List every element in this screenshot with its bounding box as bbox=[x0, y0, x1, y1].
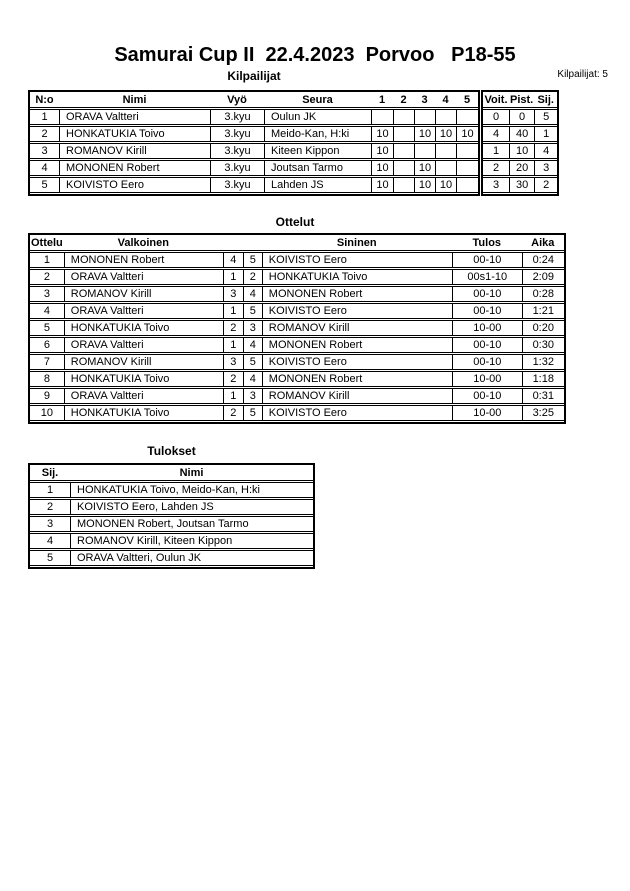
score-cell bbox=[393, 177, 414, 193]
column-header-no: N:o bbox=[30, 93, 59, 108]
competitors-table bbox=[28, 90, 559, 196]
match-number: 2 bbox=[30, 269, 64, 285]
points-value: 20 bbox=[509, 160, 534, 176]
competitor-name: ROMANOV Kirill bbox=[59, 143, 210, 159]
blue-fighter-number: 5 bbox=[243, 303, 262, 319]
white-fighter-number: 2 bbox=[223, 320, 243, 336]
match-result: 00-10 bbox=[452, 252, 522, 268]
table-row bbox=[30, 354, 564, 370]
table-row bbox=[30, 533, 313, 549]
score-cell: 10 bbox=[371, 160, 393, 176]
table-row bbox=[30, 482, 313, 498]
score-cell bbox=[435, 160, 456, 176]
column-header-white: Valkoinen bbox=[64, 236, 223, 251]
column-header-opp2: 2 bbox=[393, 93, 414, 108]
wins-value: 4 bbox=[483, 126, 509, 142]
column-header-result: Tulos bbox=[452, 236, 522, 251]
score-cell: 10 bbox=[414, 160, 435, 176]
place-value: 4 bbox=[534, 143, 557, 159]
white-fighter-name: HONKATUKIA Toivo bbox=[64, 371, 223, 387]
competitor-belt: 3.kyu bbox=[210, 177, 264, 193]
score-cell bbox=[456, 143, 478, 159]
match-time: 0:20 bbox=[522, 320, 564, 336]
competitor-belt: 3.kyu bbox=[210, 160, 264, 176]
score-cell bbox=[393, 143, 414, 159]
match-result: 00-10 bbox=[452, 286, 522, 302]
match-result: 10-00 bbox=[452, 405, 522, 421]
competitor-belt: 3.kyu bbox=[210, 126, 264, 142]
column-header-white-no bbox=[223, 236, 243, 251]
score-cell: 10 bbox=[456, 126, 478, 142]
blue-fighter-number: 4 bbox=[243, 371, 262, 387]
column-header-belt: Vyö bbox=[210, 93, 264, 108]
blue-fighter-name: MONONEN Robert bbox=[262, 371, 452, 387]
blue-fighter-name: MONONEN Robert bbox=[262, 286, 452, 302]
competitor-club: Meido-Kan, H:ki bbox=[264, 126, 371, 142]
competitor-number: 5 bbox=[30, 177, 59, 193]
table-row bbox=[30, 303, 564, 319]
result-place: 3 bbox=[30, 516, 70, 532]
match-time: 3:25 bbox=[522, 405, 564, 421]
competitor-name: HONKATUKIA Toivo bbox=[59, 126, 210, 142]
score-cell: 10 bbox=[371, 143, 393, 159]
white-fighter-name: ORAVA Valtteri bbox=[64, 337, 223, 353]
white-fighter-name: ROMANOV Kirill bbox=[64, 354, 223, 370]
match-result: 00s1-10 bbox=[452, 269, 522, 285]
table-row bbox=[30, 177, 478, 193]
points-value: 0 bbox=[509, 109, 534, 125]
result-name: KOIVISTO Eero, Lahden JS bbox=[70, 499, 313, 515]
table-row bbox=[30, 126, 478, 142]
blue-fighter-name: KOIVISTO Eero bbox=[262, 405, 452, 421]
result-place: 1 bbox=[30, 482, 70, 498]
competitor-club: Oulun JK bbox=[264, 109, 371, 125]
column-header-blue: Sininen bbox=[262, 236, 452, 251]
table-row bbox=[30, 320, 564, 336]
blue-fighter-number: 4 bbox=[243, 286, 262, 302]
table-row bbox=[30, 286, 564, 302]
competitor-belt: 3.kyu bbox=[210, 109, 264, 125]
score-cell bbox=[371, 109, 393, 125]
match-number: 10 bbox=[30, 405, 64, 421]
page-title: Samurai Cup II 22.4.2023 Porvoo P18-55 bbox=[114, 44, 516, 66]
competitors-standings-table bbox=[481, 90, 559, 196]
column-header-place: Sij. bbox=[534, 93, 557, 108]
results-table bbox=[28, 463, 315, 569]
score-cell: 10 bbox=[435, 177, 456, 193]
blue-fighter-number: 5 bbox=[243, 252, 262, 268]
score-cell bbox=[456, 160, 478, 176]
match-time: 2:09 bbox=[522, 269, 564, 285]
table-row bbox=[30, 371, 564, 387]
white-fighter-name: HONKATUKIA Toivo bbox=[64, 405, 223, 421]
place-value: 5 bbox=[534, 109, 557, 125]
match-number: 9 bbox=[30, 388, 64, 404]
white-fighter-name: ORAVA Valtteri bbox=[64, 269, 223, 285]
blue-fighter-number: 5 bbox=[243, 354, 262, 370]
standings-header-row bbox=[483, 93, 557, 108]
blue-fighter-name: KOIVISTO Eero bbox=[262, 252, 452, 268]
white-fighter-number: 1 bbox=[223, 337, 243, 353]
table-row bbox=[483, 177, 557, 193]
match-result: 00-10 bbox=[452, 354, 522, 370]
score-cell bbox=[393, 160, 414, 176]
white-fighter-number: 2 bbox=[223, 405, 243, 421]
blue-fighter-name: HONKATUKIA Toivo bbox=[262, 269, 452, 285]
match-number: 3 bbox=[30, 286, 64, 302]
result-place: 4 bbox=[30, 533, 70, 549]
score-cell bbox=[414, 143, 435, 159]
column-header-points: Pist. bbox=[510, 94, 534, 106]
column-header-opp5: 5 bbox=[456, 93, 478, 108]
matches-heading: Ottelut bbox=[275, 215, 315, 229]
table-row bbox=[30, 337, 564, 353]
table-row bbox=[30, 160, 478, 176]
table-row bbox=[30, 388, 564, 404]
score-cell bbox=[393, 109, 414, 125]
competitor-club: Lahden JS bbox=[264, 177, 371, 193]
result-name: ORAVA Valtteri, Oulun JK bbox=[70, 550, 313, 566]
blue-fighter-number: 5 bbox=[243, 405, 262, 421]
competitors-heading: Kilpailijat bbox=[227, 69, 281, 83]
match-number: 4 bbox=[30, 303, 64, 319]
competitor-belt: 3.kyu bbox=[210, 143, 264, 159]
match-result: 00-10 bbox=[452, 337, 522, 353]
table-row bbox=[30, 405, 564, 421]
match-result: 00-10 bbox=[452, 388, 522, 404]
match-number: 5 bbox=[30, 320, 64, 336]
competitors-main-table bbox=[28, 90, 480, 196]
competitor-club: Kiteen Kippon bbox=[264, 143, 371, 159]
white-fighter-name: ROMANOV Kirill bbox=[64, 286, 223, 302]
competitor-count-note: Kilpailijat: 5 bbox=[557, 69, 608, 80]
match-time: 0:28 bbox=[522, 286, 564, 302]
table-row bbox=[30, 516, 313, 532]
score-cell bbox=[414, 109, 435, 125]
match-number: 1 bbox=[30, 252, 64, 268]
score-cell: 10 bbox=[435, 126, 456, 142]
wins-value: 0 bbox=[483, 109, 509, 125]
column-header-time: Aika bbox=[522, 236, 564, 251]
column-header-opp3: 3 bbox=[414, 93, 435, 108]
result-name: ROMANOV Kirill, Kiteen Kippon bbox=[70, 533, 313, 549]
column-header-match: Ottelu bbox=[31, 237, 63, 249]
table-row bbox=[483, 109, 557, 125]
blue-fighter-number: 3 bbox=[243, 388, 262, 404]
match-result: 00-10 bbox=[452, 303, 522, 319]
white-fighter-number: 1 bbox=[223, 303, 243, 319]
results-header-row bbox=[30, 466, 313, 481]
place-value: 2 bbox=[534, 177, 557, 193]
score-cell bbox=[435, 143, 456, 159]
points-value: 10 bbox=[509, 143, 534, 159]
score-cell: 10 bbox=[371, 177, 393, 193]
table-row bbox=[30, 252, 564, 268]
match-time: 1:32 bbox=[522, 354, 564, 370]
white-fighter-number: 3 bbox=[223, 286, 243, 302]
points-value: 30 bbox=[509, 177, 534, 193]
results-heading: Tulokset bbox=[147, 444, 196, 458]
matches-table bbox=[28, 233, 566, 424]
table-row bbox=[30, 109, 478, 125]
score-cell: 10 bbox=[414, 177, 435, 193]
table-row bbox=[30, 550, 313, 566]
place-value: 1 bbox=[534, 126, 557, 142]
blue-fighter-number: 2 bbox=[243, 269, 262, 285]
blue-fighter-name: ROMANOV Kirill bbox=[262, 320, 452, 336]
competitor-number: 1 bbox=[30, 109, 59, 125]
white-fighter-number: 1 bbox=[223, 269, 243, 285]
competitor-number: 4 bbox=[30, 160, 59, 176]
blue-fighter-name: MONONEN Robert bbox=[262, 337, 452, 353]
white-fighter-name: HONKATUKIA Toivo bbox=[64, 320, 223, 336]
table-row bbox=[30, 269, 564, 285]
column-header-wins: Voit. bbox=[484, 94, 508, 106]
match-number: 8 bbox=[30, 371, 64, 387]
match-result: 10-00 bbox=[452, 371, 522, 387]
blue-fighter-number: 3 bbox=[243, 320, 262, 336]
blue-fighter-name: ROMANOV Kirill bbox=[262, 388, 452, 404]
competitor-name: KOIVISTO Eero bbox=[59, 177, 210, 193]
competitor-club: Joutsan Tarmo bbox=[264, 160, 371, 176]
table-row bbox=[30, 143, 478, 159]
column-header-opp1: 1 bbox=[371, 93, 393, 108]
result-place: 5 bbox=[30, 550, 70, 566]
competitor-name: ORAVA Valtteri bbox=[59, 109, 210, 125]
white-fighter-number: 4 bbox=[223, 252, 243, 268]
wins-value: 1 bbox=[483, 143, 509, 159]
match-number: 7 bbox=[30, 354, 64, 370]
place-value: 3 bbox=[534, 160, 557, 176]
match-number: 6 bbox=[30, 337, 64, 353]
blue-fighter-name: KOIVISTO Eero bbox=[262, 354, 452, 370]
result-name: MONONEN Robert, Joutsan Tarmo bbox=[70, 516, 313, 532]
score-cell bbox=[393, 126, 414, 142]
match-time: 0:30 bbox=[522, 337, 564, 353]
white-fighter-name: ORAVA Valtteri bbox=[64, 303, 223, 319]
wins-value: 3 bbox=[483, 177, 509, 193]
blue-fighter-number: 4 bbox=[243, 337, 262, 353]
points-value: 40 bbox=[509, 126, 534, 142]
score-cell: 10 bbox=[414, 126, 435, 142]
competitor-number: 3 bbox=[30, 143, 59, 159]
competitor-name: MONONEN Robert bbox=[59, 160, 210, 176]
column-header-opp4: 4 bbox=[435, 93, 456, 108]
column-header-club: Seura bbox=[264, 93, 371, 108]
match-time: 1:18 bbox=[522, 371, 564, 387]
white-fighter-number: 3 bbox=[223, 354, 243, 370]
white-fighter-name: MONONEN Robert bbox=[64, 252, 223, 268]
match-time: 0:24 bbox=[522, 252, 564, 268]
score-cell: 10 bbox=[371, 126, 393, 142]
match-time: 1:21 bbox=[522, 303, 564, 319]
table-row bbox=[30, 499, 313, 515]
white-fighter-name: ORAVA Valtteri bbox=[64, 388, 223, 404]
column-header-place: Sij. bbox=[30, 466, 70, 481]
wins-value: 2 bbox=[483, 160, 509, 176]
matches-header-row bbox=[30, 236, 564, 251]
result-place: 2 bbox=[30, 499, 70, 515]
score-cell bbox=[456, 177, 478, 193]
white-fighter-number: 2 bbox=[223, 371, 243, 387]
score-cell bbox=[435, 109, 456, 125]
competitors-header-row bbox=[30, 93, 478, 108]
column-header-blue-no bbox=[243, 236, 262, 251]
competitor-number: 2 bbox=[30, 126, 59, 142]
blue-fighter-name: KOIVISTO Eero bbox=[262, 303, 452, 319]
column-header-name: Nimi bbox=[70, 466, 313, 481]
score-cell bbox=[456, 109, 478, 125]
match-result: 10-00 bbox=[452, 320, 522, 336]
table-row bbox=[483, 160, 557, 176]
column-header-name: Nimi bbox=[59, 93, 210, 108]
table-row bbox=[483, 143, 557, 159]
match-time: 0:31 bbox=[522, 388, 564, 404]
table-row bbox=[483, 126, 557, 142]
result-name: HONKATUKIA Toivo, Meido-Kan, H:ki bbox=[70, 482, 313, 498]
white-fighter-number: 1 bbox=[223, 388, 243, 404]
